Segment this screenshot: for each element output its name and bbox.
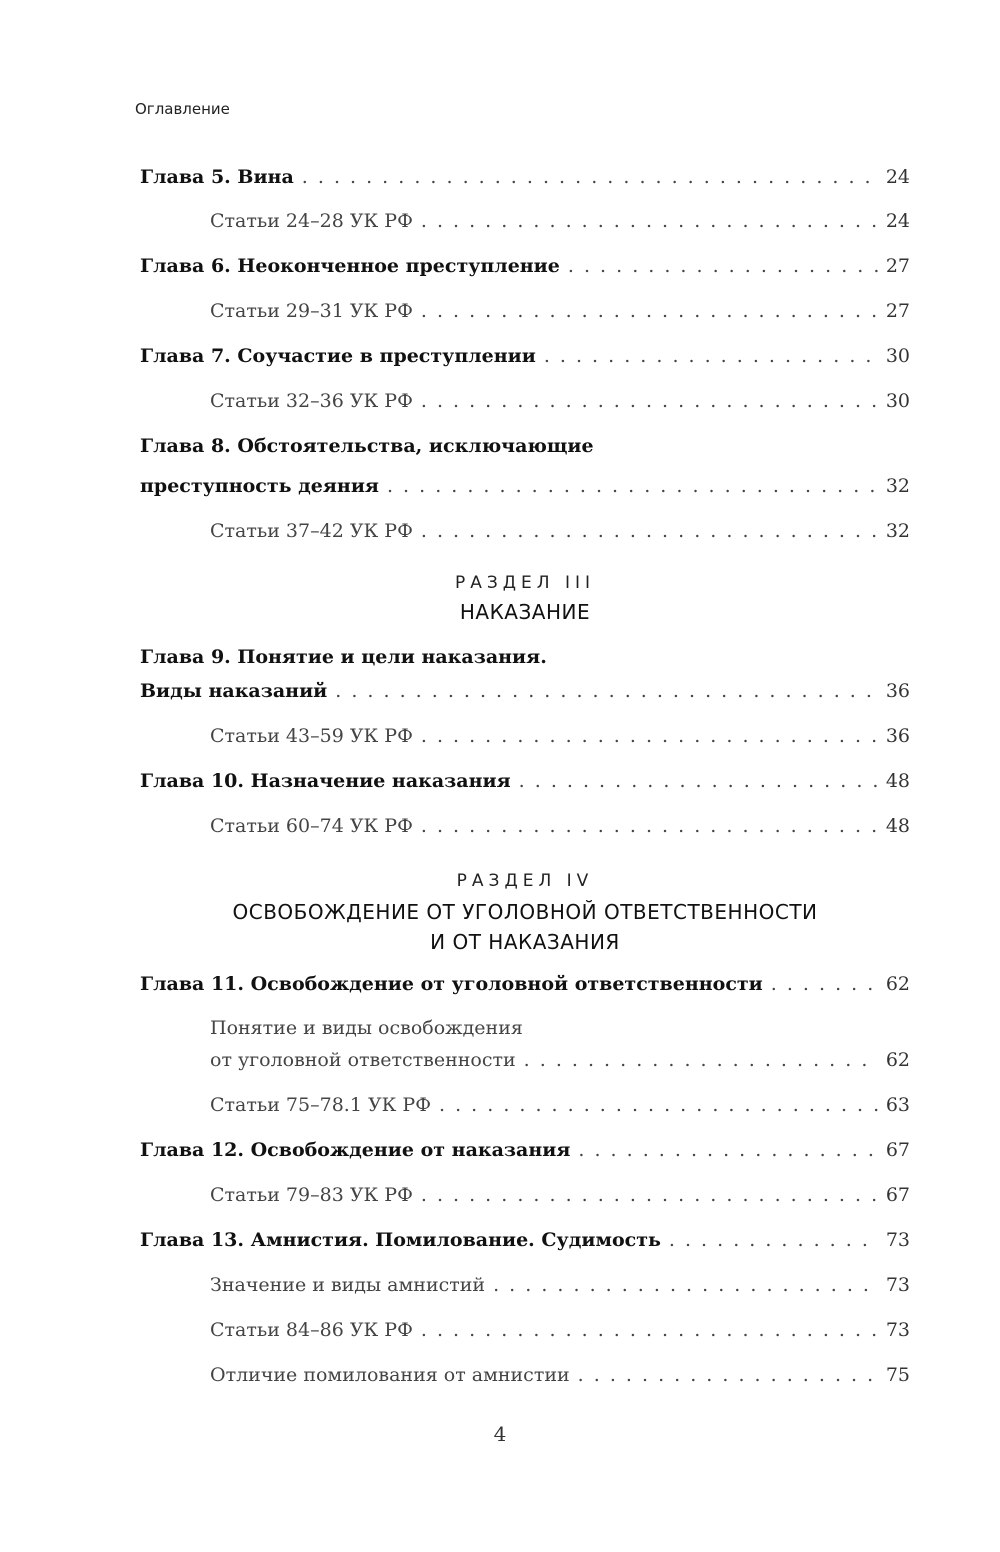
- toc-page-number: 24: [885, 210, 910, 232]
- toc-entry-label: Статьи 32–36 УК РФ: [210, 390, 413, 412]
- dot-leader: [421, 1315, 878, 1345]
- toc-articles-43-59[interactable]: [140, 721, 910, 751]
- dot-leader: [771, 969, 878, 999]
- toc-articles-29-31[interactable]: [140, 296, 910, 326]
- dot-leader: [421, 386, 878, 416]
- toc-entry-label: Отличие помилования от амнистии: [210, 1364, 570, 1386]
- dot-leader: [519, 766, 878, 796]
- toc-page-number: 73: [885, 1319, 910, 1341]
- toc-chapter-6[interactable]: [140, 251, 910, 281]
- dot-leader: [421, 296, 878, 326]
- running-header: Оглавление: [135, 100, 230, 118]
- toc-page-number: 75: [885, 1364, 910, 1386]
- dot-leader: [439, 1090, 878, 1120]
- dot-leader: [578, 1360, 878, 1390]
- toc-entry-label-line1: Понятие и виды освобождения: [210, 1017, 523, 1039]
- dot-leader: [421, 721, 878, 751]
- toc-chapter-9[interactable]: [140, 642, 910, 706]
- toc-entry-label: Глава 5. Вина: [140, 166, 294, 188]
- toc-subsection-pardon[interactable]: [140, 1360, 910, 1390]
- toc-articles-32-36[interactable]: [140, 386, 910, 416]
- toc-chapter-8[interactable]: [140, 431, 910, 501]
- toc-page-number: 67: [885, 1184, 910, 1206]
- toc-entry-label: преступность деяния: [140, 475, 379, 497]
- toc-chapter-7[interactable]: [140, 341, 910, 371]
- toc-page-number: 27: [885, 300, 910, 322]
- toc-articles-75-78-1[interactable]: [140, 1090, 910, 1120]
- toc-articles-84-86[interactable]: [140, 1315, 910, 1345]
- toc-page-number: 32: [885, 475, 910, 497]
- toc-page-number: 63: [885, 1094, 910, 1116]
- dot-leader: [421, 811, 878, 841]
- toc-entry-label: Статьи 84–86 УК РФ: [210, 1319, 413, 1341]
- dot-leader: [578, 1135, 877, 1165]
- toc-entry-label: Статьи 29–31 УК РФ: [210, 300, 413, 322]
- toc-page-number: 32: [885, 520, 910, 542]
- toc-entry-label: Значение и виды амнистий: [210, 1274, 486, 1296]
- toc-page-number: 36: [885, 680, 910, 702]
- toc-articles-37-42[interactable]: [140, 516, 910, 546]
- dot-leader: [421, 206, 878, 236]
- dot-leader: [568, 251, 878, 281]
- toc-chapter-11[interactable]: [140, 969, 910, 999]
- toc-page-number: 36: [885, 725, 910, 747]
- toc-page-number: 62: [885, 1049, 910, 1071]
- dot-leader: [421, 1180, 878, 1210]
- toc-subsection-amnesty[interactable]: [140, 1270, 910, 1300]
- toc-page-number: 48: [885, 770, 910, 792]
- toc-page-number: 30: [885, 345, 910, 367]
- section-title: НАКАЗАНИЕ: [459, 600, 591, 624]
- toc-chapter-13[interactable]: [140, 1225, 910, 1255]
- toc-page-number: 73: [885, 1274, 910, 1296]
- toc-entry-label: Статьи 79–83 УК РФ: [210, 1184, 413, 1206]
- section-number: РАЗДЕЛ III: [454, 573, 596, 593]
- section-title-line2: И ОТ НАКАЗАНИЯ: [430, 930, 620, 954]
- toc-entry-label: Виды наказаний: [140, 680, 328, 702]
- toc-chapter-10[interactable]: [140, 766, 910, 796]
- section-heading-4: [140, 869, 910, 957]
- toc-entry-label: Глава 13. Амнистия. Помилование. Судимость: [140, 1229, 661, 1251]
- toc-page-number: 24: [885, 166, 910, 188]
- toc-entry-label: Глава 12. Освобождение от наказания: [140, 1139, 571, 1161]
- dot-leader: [335, 676, 878, 706]
- section-title-line1: ОСВОБОЖДЕНИЕ ОТ УГОЛОВНОЙ ОТВЕТСТВЕННОСТИ: [232, 900, 818, 924]
- toc-entry-label: Статьи 37–42 УК РФ: [210, 520, 413, 542]
- dot-leader: [302, 162, 878, 192]
- toc-entry-label: Глава 10. Назначение наказания: [140, 770, 511, 792]
- toc-entry-label: Статьи 43–59 УК РФ: [210, 725, 413, 747]
- toc-page-number: 30: [885, 390, 910, 412]
- toc-page-number: 27: [885, 255, 910, 277]
- toc-entry-label: Глава 7. Соучастие в преступлении: [140, 345, 536, 367]
- table-of-contents: [140, 162, 910, 1390]
- toc-articles-24-28[interactable]: [140, 206, 910, 236]
- dot-leader: [669, 1225, 878, 1255]
- toc-entry-label: от уголовной ответственности: [210, 1049, 516, 1071]
- toc-articles-79-83[interactable]: [140, 1180, 910, 1210]
- toc-entry-label: Статьи 60–74 УК РФ: [210, 815, 413, 837]
- section-heading-3: [140, 571, 910, 627]
- toc-entry-label: Статьи 75–78.1 УК РФ: [210, 1094, 431, 1116]
- toc-subsection-concept[interactable]: [140, 1013, 910, 1075]
- toc-page-number: 48: [885, 815, 910, 837]
- page-number: 4: [493, 1422, 507, 1446]
- toc-entry-label: Глава 11. Освобождение от уголовной ответственности: [140, 973, 763, 995]
- toc-chapter-12[interactable]: [140, 1135, 910, 1165]
- dot-leader: [421, 516, 878, 546]
- toc-entry-label: Статьи 24–28 УК РФ: [210, 210, 413, 232]
- toc-page-number: 73: [885, 1229, 910, 1251]
- toc-entry-label-line1: Глава 8. Обстоятельства, исключающие: [140, 435, 594, 457]
- toc-entry-label: Глава 6. Неоконченное преступление: [140, 255, 560, 277]
- dot-leader: [493, 1270, 878, 1300]
- toc-entry-label-line1: Глава 9. Понятие и цели наказания.: [140, 646, 547, 668]
- section-number: РАЗДЕЛ IV: [456, 871, 594, 891]
- toc-articles-60-74[interactable]: [140, 811, 910, 841]
- toc-page-number: 67: [885, 1139, 910, 1161]
- dot-leader: [544, 341, 878, 371]
- toc-page-number: 62: [885, 973, 910, 995]
- dot-leader: [387, 471, 878, 501]
- dot-leader: [524, 1045, 878, 1075]
- toc-chapter-5[interactable]: [140, 162, 910, 192]
